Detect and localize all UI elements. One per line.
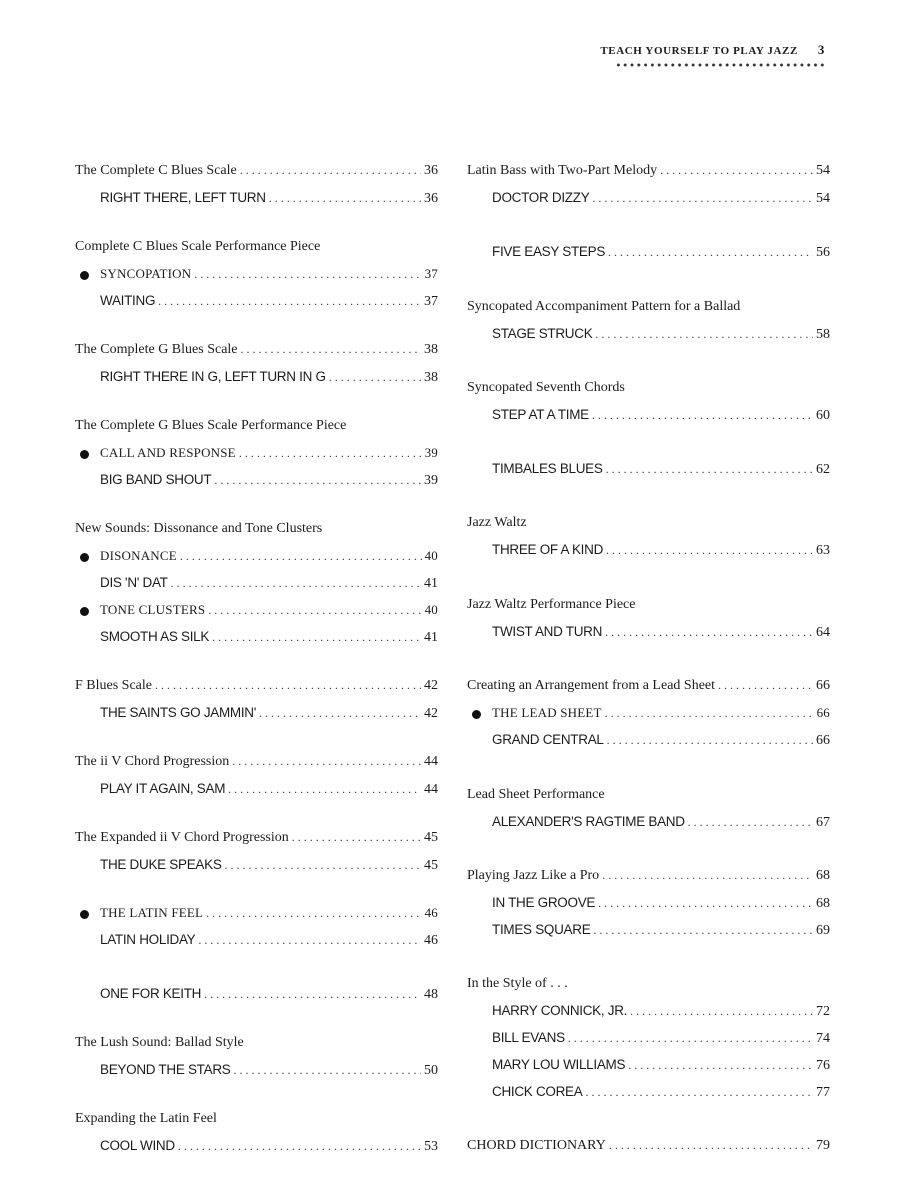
- dot-leader: [259, 706, 421, 721]
- header-dotted-rule: [615, 63, 827, 67]
- toc-entry-page: 39: [424, 473, 438, 488]
- dot-leader: [212, 630, 421, 645]
- toc-entry-page: 68: [816, 868, 830, 883]
- dot-leader: [194, 267, 421, 282]
- bullet-icon: [80, 607, 89, 616]
- toc-entry-topic: [100, 548, 438, 568]
- toc-entry-page: 37: [424, 266, 438, 281]
- toc-entry-title: THE LATIN FEEL: [100, 905, 204, 920]
- dot-leader: [225, 858, 421, 873]
- toc-entry-section: [75, 163, 438, 183]
- toc-entry-song: [100, 629, 438, 649]
- toc-entry-section: [467, 1138, 830, 1158]
- toc-entry-page: 40: [424, 548, 438, 563]
- dot-leader: [239, 446, 422, 461]
- toc-entry-page: 54: [816, 163, 830, 178]
- toc-entry-song: [492, 1003, 830, 1023]
- dot-leader: [605, 625, 813, 640]
- toc-entry-page: 79: [816, 1138, 830, 1153]
- toc-entry-section: [75, 678, 438, 698]
- toc-entry-title: IN THE GROOVE: [492, 895, 596, 910]
- toc-entry-song: [492, 922, 830, 942]
- toc-entry-topic: [492, 705, 830, 725]
- toc-entry-page: 60: [816, 408, 830, 423]
- toc-entry-title: STEP AT A TIME: [492, 407, 589, 422]
- toc-entry-title: GRAND CENTRAL: [492, 732, 604, 747]
- toc-entry-section: [467, 163, 830, 183]
- toc-entry-title: F Blues Scale: [75, 678, 152, 693]
- dot-leader: [155, 678, 421, 693]
- dot-leader: [593, 923, 813, 938]
- toc-entry-song: [100, 1062, 438, 1082]
- toc-entry-topic: [100, 445, 438, 465]
- toc-entry-title: SYNCOPATION: [100, 266, 192, 281]
- toc-entry-title: WAITING: [100, 293, 156, 308]
- toc-entry-song: [100, 932, 438, 952]
- toc-entry-page: 67: [816, 815, 830, 830]
- toc-entry-song: [492, 190, 830, 210]
- toc-entry-song: [492, 1030, 830, 1050]
- toc-entry-page: 40: [424, 602, 438, 617]
- toc-entry-title: Expanding the Latin Feel: [75, 1111, 217, 1126]
- bullet-icon: [80, 271, 89, 280]
- dot-leader: [606, 543, 813, 558]
- dot-leader: [232, 754, 421, 769]
- toc-entry-song: [492, 814, 830, 834]
- dot-leader: [204, 987, 421, 1002]
- toc-entry-section: [75, 521, 438, 541]
- toc-entry-page: 36: [424, 163, 438, 178]
- toc-entry-page: 66: [816, 733, 830, 748]
- toc-entry-song: [100, 781, 438, 801]
- toc-entry-page: 41: [424, 630, 438, 645]
- toc-entry-title: BEYOND THE STARS: [100, 1062, 231, 1077]
- toc-entry-title: BILL EVANS: [492, 1030, 565, 1045]
- toc-entry-page: 42: [424, 678, 438, 693]
- toc-entry-title: The Complete C Blues Scale: [75, 163, 237, 178]
- toc-entry-page: 63: [816, 543, 830, 558]
- dot-leader: [206, 906, 421, 921]
- toc-entry-page: 36: [424, 191, 438, 206]
- toc-entry-page: 41: [424, 576, 438, 591]
- toc-entry-song: [492, 326, 830, 346]
- toc-entry-page: 66: [816, 678, 830, 693]
- toc-entry-song: [100, 190, 438, 210]
- toc-entry-title: The Complete G Blues Scale: [75, 342, 238, 357]
- toc-entry-title: The Complete G Blues Scale Performance Piece: [75, 418, 347, 433]
- toc-entry-section: [75, 342, 438, 362]
- toc-entry-song: [100, 857, 438, 877]
- toc-entry-title: RIGHT THERE, LEFT TURN: [100, 190, 266, 205]
- toc-entry-page: 42: [424, 706, 438, 721]
- toc-entry-page: 77: [816, 1085, 830, 1100]
- toc-entry-page: 76: [816, 1058, 830, 1073]
- book-title: TEACH YOURSELF TO PLAY JAZZ: [600, 45, 798, 57]
- toc-entry-title: HARRY CONNICK, JR.: [492, 1003, 628, 1018]
- dot-leader: [269, 191, 421, 206]
- toc-entry-song: [492, 542, 830, 562]
- toc-entry-title: TONE CLUSTERS: [100, 602, 206, 617]
- toc-entry-song: [100, 369, 438, 389]
- toc-entry-title: TIMBALES BLUES: [492, 461, 603, 476]
- toc-entry-page: 46: [424, 905, 438, 920]
- toc-entry-title: Complete C Blues Scale Performance Piece: [75, 239, 321, 254]
- toc-entry-song: [492, 461, 830, 481]
- running-header: [600, 42, 825, 58]
- dot-leader: [158, 294, 421, 309]
- toc-entry-title: FIVE EASY STEPS: [492, 244, 606, 259]
- toc-entry-title: The ii V Chord Progression: [75, 754, 230, 769]
- toc-entry-title: MARY LOU WILLIAMS: [492, 1057, 626, 1072]
- dot-leader: [180, 549, 422, 564]
- dot-leader: [598, 896, 813, 911]
- dot-leader: [605, 706, 814, 721]
- dot-leader: [608, 245, 813, 260]
- dot-leader: [592, 191, 813, 206]
- dot-leader: [609, 1138, 813, 1153]
- dot-leader: [568, 1031, 813, 1046]
- toc-entry-song: [100, 1138, 438, 1158]
- dot-leader: [329, 370, 421, 385]
- toc-entry-song: [492, 407, 830, 427]
- toc-entry-title: THE DUKE SPEAKS: [100, 857, 222, 872]
- toc-entry-section: [467, 787, 830, 807]
- toc-entry-section: [75, 239, 438, 259]
- toc-entry-song: [100, 472, 438, 492]
- dot-leader: [602, 868, 813, 883]
- toc-entry-title: In the Style of . . .: [467, 976, 568, 991]
- toc-entry-song: [492, 1084, 830, 1104]
- toc-entry-page: 44: [424, 754, 438, 769]
- toc-entry-title: TWIST AND TURN: [492, 624, 603, 639]
- toc-entry-title: ALEXANDER'S RAGTIME BAND: [492, 814, 685, 829]
- dot-leader: [607, 733, 813, 748]
- bullet-icon: [472, 710, 481, 719]
- toc-entry-section: [75, 1035, 438, 1055]
- toc-entry-title: BIG BAND SHOUT: [100, 472, 212, 487]
- dot-leader: [592, 408, 813, 423]
- toc-entry-page: 45: [424, 830, 438, 845]
- dot-leader: [628, 1058, 813, 1073]
- toc-entry-page: 46: [424, 933, 438, 948]
- toc-entry-title: SMOOTH AS SILK: [100, 629, 210, 644]
- toc-entry-section: [467, 976, 830, 996]
- toc-entry-song: [100, 986, 438, 1006]
- toc-entry-title: Syncopated Accompaniment Pattern for a Ballad: [467, 299, 741, 314]
- toc-entry-title: Latin Bass with Two-Part Melody: [467, 163, 658, 178]
- bullet-icon: [80, 910, 89, 919]
- toc-entry-title: STAGE STRUCK: [492, 326, 593, 341]
- toc-entry-title: RIGHT THERE IN G, LEFT TURN IN G: [100, 369, 326, 384]
- dot-leader: [214, 473, 421, 488]
- dot-leader: [241, 342, 421, 357]
- toc-entry-title: LATIN HOLIDAY: [100, 932, 196, 947]
- toc-entry-song: [492, 895, 830, 915]
- bullet-icon: [80, 450, 89, 459]
- toc-entry-page: 50: [424, 1063, 438, 1078]
- toc-entry-topic: [100, 266, 438, 286]
- toc-entry-title: THREE OF A KIND: [492, 542, 604, 557]
- toc-entry-page: 68: [816, 896, 830, 911]
- toc-entry-section: [467, 515, 830, 535]
- toc-entry-song: [492, 1057, 830, 1077]
- toc-entry-title: DOCTOR DIZZY: [492, 190, 590, 205]
- dot-leader: [718, 678, 813, 693]
- toc-entry-song: [492, 732, 830, 752]
- toc-entry-title: Jazz Waltz Performance Piece: [467, 597, 636, 612]
- dot-leader: [198, 933, 421, 948]
- toc-entry-page: 72: [816, 1004, 830, 1019]
- toc-entry-page: 56: [816, 245, 830, 260]
- dot-leader: [630, 1004, 813, 1019]
- toc-entry-page: 48: [424, 987, 438, 1002]
- toc-entry-section: [467, 868, 830, 888]
- toc-entry-section: [75, 754, 438, 774]
- toc-entry-page: 69: [816, 923, 830, 938]
- toc-entry-title: DISONANCE: [100, 548, 177, 563]
- toc-entry-page: 54: [816, 191, 830, 206]
- toc-entry-section: [75, 830, 438, 850]
- toc-entry-section: [467, 597, 830, 617]
- toc-entry-page: 45: [424, 858, 438, 873]
- toc-entry-title: CHICK COREA: [492, 1084, 583, 1099]
- toc-entry-title: Creating an Arrangement from a Lead Sheet: [467, 678, 716, 693]
- toc-entry-title: CALL AND RESPONSE: [100, 445, 236, 460]
- toc-entry-title: New Sounds: Dissonance and Tone Clusters: [75, 521, 323, 536]
- dot-leader: [171, 576, 421, 591]
- toc-entry-title: DIS 'N' DAT: [100, 575, 168, 590]
- toc-entry-section: [467, 678, 830, 698]
- toc-entry-page: 53: [424, 1139, 438, 1154]
- toc-entry-song: [100, 575, 438, 595]
- toc-entry-page: 62: [816, 462, 830, 477]
- toc-entry-topic: [100, 905, 438, 925]
- toc-entry-page: 64: [816, 625, 830, 640]
- toc-entry-title: The Lush Sound: Ballad Style: [75, 1035, 244, 1050]
- toc-entry-title: ONE FOR KEITH: [100, 986, 202, 1001]
- toc-entry-topic: [100, 602, 438, 622]
- toc-entry-title: PLAY IT AGAIN, SAM: [100, 781, 226, 796]
- toc-entry-page: 38: [424, 342, 438, 357]
- dot-leader: [208, 603, 421, 618]
- dot-leader: [292, 830, 421, 845]
- dot-leader: [233, 1063, 421, 1078]
- toc-entry-page: 37: [424, 294, 438, 309]
- toc-entry-title: TIMES SQUARE: [492, 922, 591, 937]
- toc-entry-page: 38: [424, 370, 438, 385]
- page-number: 3: [817, 42, 825, 57]
- toc-entry-title: COOL WIND: [100, 1138, 175, 1153]
- dot-leader: [178, 1139, 421, 1154]
- toc-entry-title: Lead Sheet Performance: [467, 787, 605, 802]
- dot-leader: [595, 327, 813, 342]
- toc-entry-title: Playing Jazz Like a Pro: [467, 868, 600, 883]
- dot-leader: [688, 815, 813, 830]
- toc-entry-song: [100, 293, 438, 313]
- toc-entry-page: 66: [816, 705, 830, 720]
- toc-entry-title: THE LEAD SHEET: [492, 705, 602, 720]
- toc-entry-page: 44: [424, 782, 438, 797]
- toc-entry-page: 39: [424, 445, 438, 460]
- bullet-icon: [80, 553, 89, 562]
- toc-entry-section: [467, 299, 830, 319]
- toc-entry-song: [100, 705, 438, 725]
- toc-entry-song: [492, 244, 830, 264]
- toc-entry-section: [467, 380, 830, 400]
- toc-entry-page: 74: [816, 1031, 830, 1046]
- toc-entry-title: THE SAINTS GO JAMMIN': [100, 705, 257, 720]
- toc-entry-page: 58: [816, 327, 830, 342]
- toc-entry-song: [492, 624, 830, 644]
- dot-leader: [240, 163, 421, 178]
- toc-entry-section: [75, 418, 438, 438]
- toc-entry-title: Jazz Waltz: [467, 515, 527, 530]
- dot-leader: [660, 163, 813, 178]
- dot-leader: [606, 462, 813, 477]
- toc-entry-section: [75, 1111, 438, 1131]
- dot-leader: [585, 1085, 813, 1100]
- dot-leader: [228, 782, 421, 797]
- toc-entry-title: Syncopated Seventh Chords: [467, 380, 625, 395]
- toc-entry-title: CHORD DICTIONARY: [467, 1138, 606, 1153]
- toc-entry-title: The Expanded ii V Chord Progression: [75, 830, 289, 845]
